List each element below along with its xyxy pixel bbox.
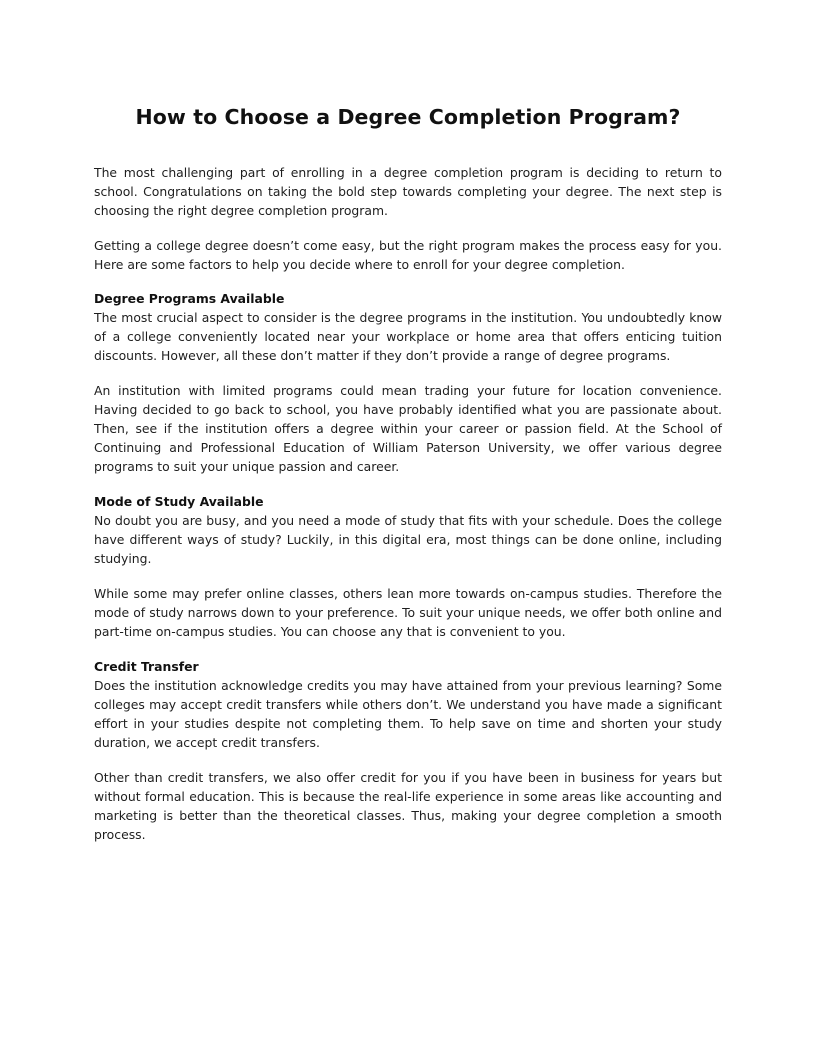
section-paragraph-2: Other than credit transfers, we also offer credit for you if you have been in business for years but without formal education. This is because the real-life experience in some areas like accounting and marketing is better than the theoretical classes. Thus, making your degree completion a smooth process. — [94, 769, 722, 842]
section-heading: Credit Transfer — [94, 658, 199, 674]
section-paragraph-2: While some may prefer online classes, others lean more towards on-campus studies. Therefore the mode of study narrows down to your preference. To suit your unique needs, we offer both online and part-time on-campus studies. You can choose any that is convenient to you. — [94, 586, 722, 640]
document-body — [94, 164, 722, 845]
page-title: How to Choose a Degree Completion Program? — [135, 105, 681, 129]
intro-paragraph-1: The most challenging part of enrolling in a degree completion program is deciding to return to school. Congratulations on taking the bold step towards completing your degree. The next step is choosing the right degree completion program. — [94, 164, 722, 218]
section-degree-programs-available — [94, 290, 722, 477]
section-heading: Mode of Study Available — [94, 494, 264, 510]
section-mode-of-study-available — [94, 493, 722, 642]
section-heading: Degree Programs Available — [94, 291, 285, 307]
intro-paragraph-2: Getting a college degree doesn’t come easy, but the right program makes the process easy for you. Here are some factors to help you decide where to enroll for your degree completion. — [94, 237, 722, 272]
section-paragraph-1: No doubt you are busy, and you need a mode of study that fits with your schedule. Does the college have different ways of study? Luckily, in this digital era, most things can be done online, including studying. — [94, 513, 722, 567]
section-paragraph-1: Does the institution acknowledge credits you may have attained from your previous learning? Some colleges may accept credit transfers while others don’t. We understand you have made a significant effort in your studies despite not completing them. To help save on time and shorten your study duration, we accept credit transfers. — [94, 677, 722, 750]
section-credit-transfer — [94, 658, 722, 845]
section-paragraph-1: The most crucial aspect to consider is the degree programs in the institution. You undoubtedly know of a college conveniently located near your workplace or home area that offers enticing tuition discounts. However, all these don’t matter if they don’t provide a range of degree programs. — [94, 310, 722, 364]
section-paragraph-2: An institution with limited programs could mean trading your future for location convenience. Having decided to go back to school, you have probably identified what you are passionate about. Then, see if the institution offers a degree within your career or passion field. At the School of Continuing and Professional Education of William Paterson University, we offer various degree programs to suit your unique passion and career. — [94, 383, 722, 475]
